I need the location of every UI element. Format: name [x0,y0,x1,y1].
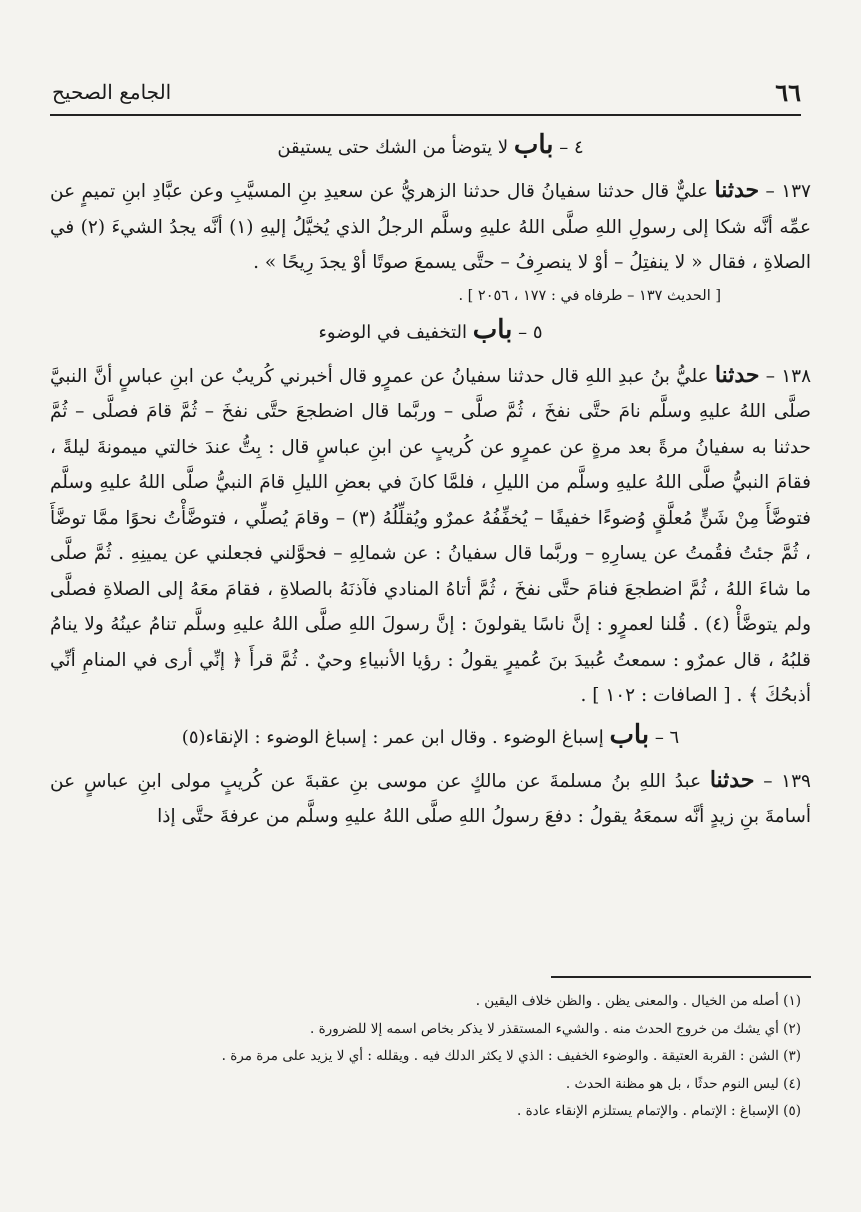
chapter-bab: باب [513,130,554,160]
footnote-5: (٥) الإسباغ : الإتمام . والإتمام يستلزم الإنقاء عادة . [517,1103,801,1119]
haddathana-label: حدثنا [714,177,760,203]
chapter-heading-6 [50,720,811,753]
hadith-text: عليٌّ قال حدثنا سفيانُ قال حدثنا الزهريُّ عن سعيدِ بنِ المسيَّبِ وعن عبَّادِ ابنِ تميمٍ عن عمِّه أنَّه شكا إلى رسولِ اللهِ صلَّى اللهُ عليهِ وسلَّم الرجلُ الذي يُخيَّلُ إليهِ (١) أنَّه يجدُ الشيءَ (٢) في الصلاةِ ، فقال « لا ينفتِلُ – أوْ لا ينصرِفُ – حتَّى يسمعَ صوتًا أوْ يجدَ رِيحًا » . [50,181,811,273]
chapter-title: لا يتوضأ من الشك حتى يستيقن [277,137,509,158]
chapter-number: ٤ – [559,137,584,158]
footnote-divider [551,976,811,978]
hadith-reference: [ الحديث ١٣٧ – طرفاه في : ١٧٧ ، ٢٠٥٦ ] . [458,287,721,304]
footnotes [50,988,801,1126]
chapter-title: إسباغ الوضوء . وقال ابن عمر : إسباغ الوضوء : الإنقاء(٥) [181,726,604,748]
hadith-number: ١٣٨ – [765,365,812,387]
main-text [50,124,811,835]
hadith-number: ١٣٩ – [763,770,811,792]
hadith-137 [50,173,811,281]
chapter-title: التخفيف في الوضوء [318,321,468,343]
footnote-2: (٢) أي يشك من خروج الحدث منه . والشيء المستقذر لا يذكر بخاص اسمه إلا للضرورة . [310,1020,801,1037]
hadith-138 [50,358,811,714]
footnote-4: (٤) ليس النوم حدثًا ، بل هو مظنة الحدث . [565,1075,801,1092]
chapter-heading-5 [50,315,811,348]
book-title: الجامع الصحيح [52,80,172,104]
page-header [50,74,801,116]
chapter-bab: باب [609,719,650,750]
page-number: ٦٦ [775,78,801,107]
footnote-1: (١) أصله من الخيال . والمعنى يظن . والظن خلاف اليقين . [475,993,801,1009]
header-rule [50,114,801,116]
hadith-number: ١٣٧ – [765,181,811,202]
footnote-3: (٣) الشن : القربة العتيقة . والوضوء الخفيف : الذي لا يكثر الدلك فيه . ويقلله : أي لا يزيد على مرة مرة . [221,1048,801,1064]
haddathana-label: حدثنا [709,766,755,793]
chapter-number: ٦ – [654,726,680,748]
chapter-number: ٥ – [518,321,543,343]
haddathana-label: حدثنا [714,361,760,388]
chapter-heading-4 [50,130,811,163]
hadith-text: عليُّ بنُ عبدِ اللهِ قال حدثنا سفيانُ عن عمرٍو قال أخبرني كُريبٌ عن ابنِ عباسٍ أنَّ النبيَّ صلَّى اللهُ عليهِ وسلَّم نامَ حتَّى نفخَ ، ثُمَّ صلَّى – وربَّما قال اضطجعَ حتَّى نفخَ – ثُمَّ قامَ فصلَّى – ثُمَّ حدثنا به سفيانُ مرةً بعد مرةٍ عن عمرٍو عن كُريبٍ عن ابنِ عباسٍ قال : بِتُّ عندَ خالتي ميمونةَ ليلةً ، فقامَ النبيُّ صلَّى اللهُ عليهِ وسلَّم من الليلِ ، فلمَّا كانَ في بعضِ الليلِ قامَ النبيُّ صلَّى اللهُ عليهِ وسلَّم فتوضَّأَ مِنْ شَنٍّ مُعلَّقٍ وُضوءًا خفيفًا – يُخفِّفُهُ عمرٌو ويُقلِّلُهُ (٣) – وقامَ يُصلِّي ، فتوضَّأْتُ نحوًا ممَّا توضَّأَ ، ثُمَّ جئتُ فقُمتُ عن يسارِهِ – وربَّما قال سفيانُ : عن شمالِهِ – فحوَّلني فجعلني عن يمينِهِ . ثُمَّ صلَّى ما شاءَ اللهُ ، ثُمَّ اضطجعَ فنامَ حتَّى نفخَ ، ثُمَّ أتاهُ المنادي فآذنَهُ بالصلاةِ ، فقامَ معَهُ إلى الصلاةِ فصلَّى ولم يتوضَّأْ (٤) . قُلنا لعمرٍو : إنَّ ناسًا يقولونَ : إنَّ رسولَ اللهِ صلَّى اللهُ عليهِ وسلَّم تنامُ عينُهُ ولا ينامُ قلبُهُ ، قال عمرٌو : سمعتُ عُبيدَ بنَ عُميرٍ يقولُ : رؤيا الأنبياءِ وحيٌ . ثُمَّ قرأَ ﴿ إنِّي أرى في المنامِ أنِّي أذبحُكَ ﴾ . [ الصافات : ١٠٢ ] . [50,365,811,706]
hadith-text: عبدُ اللهِ بنُ مسلمةَ عن مالكٍ عن موسى بنِ عقبةَ عن كُريبٍ مولى ابنِ عباسٍ عن أسامةَ بنِ زيدٍ أنَّه سمعَهُ يقولُ : دفعَ رسولُ اللهِ صلَّى اللهُ عليهِ وسلَّم من عرفةَ حتَّى إذا [50,770,811,827]
chapter-bab: باب [472,314,513,345]
hadith-139 [50,763,811,835]
